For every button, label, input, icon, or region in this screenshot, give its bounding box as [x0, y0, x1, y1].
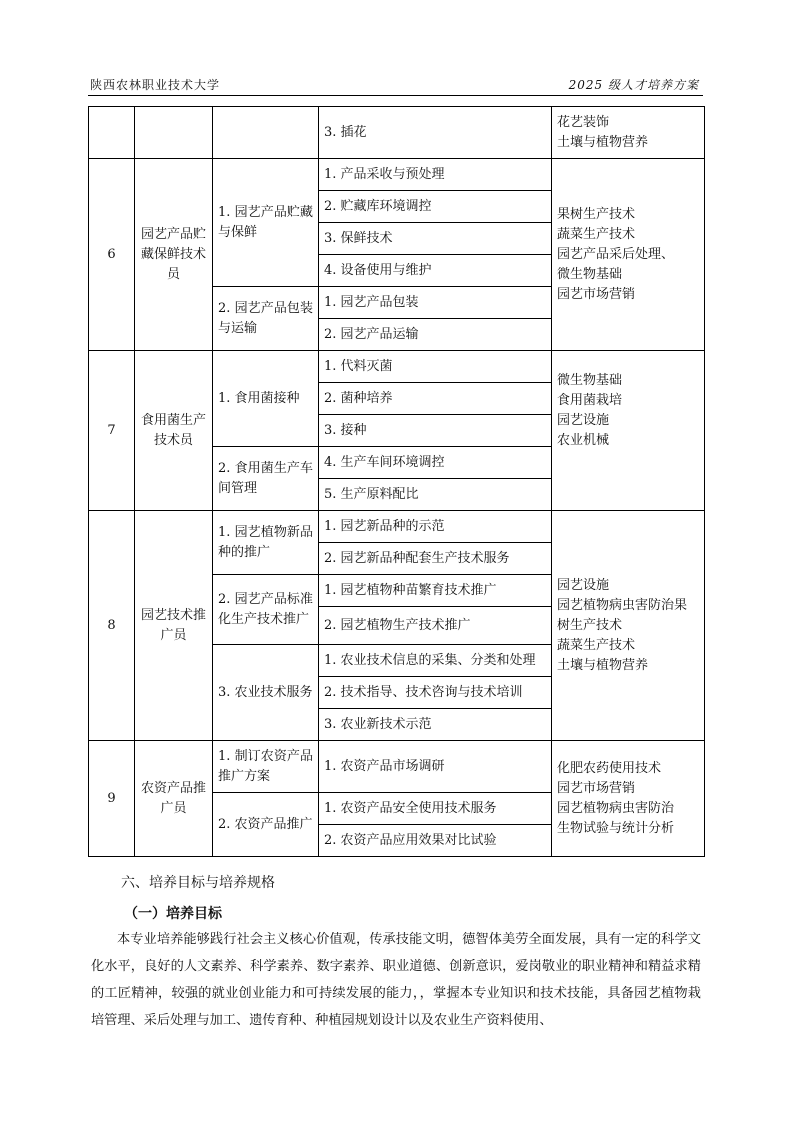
school-name: 陕西农林职业技术大学: [90, 78, 221, 92]
work-item: 1. 农资产品市场调研: [319, 741, 552, 793]
work-item: 5. 生产原料配比: [319, 479, 552, 511]
course-cell: [552, 351, 705, 511]
work-item: 3. 插花: [319, 107, 552, 159]
table-row: [89, 351, 705, 383]
table-row: [89, 159, 705, 191]
course-name: 蔬菜生产技术: [557, 226, 636, 242]
row-number: 9: [89, 741, 135, 857]
table-row: [89, 511, 705, 543]
page-header: [88, 72, 703, 96]
job-task: 1. 园艺植物新品种的推广: [213, 511, 319, 575]
job-role: 园艺技术推广员: [135, 511, 213, 741]
work-item: 4. 生产车间环境调控: [319, 447, 552, 479]
document-title: 2025 级人才培养方案: [568, 78, 699, 92]
work-item: 1. 农资产品安全使用技术服务: [319, 793, 552, 825]
job-role: 农资产品推广员: [135, 741, 213, 857]
course-name: 花艺装饰: [557, 114, 610, 130]
table-row: [89, 741, 705, 793]
course-name: 树生产技术: [557, 617, 623, 633]
body-paragraph: 本专业培养能够践行社会主义核心价值观，传承技能文明，德智体美劳全面发展，具有一定的科学文化水平，良好的人文素养、科学素养、数字素养、职业道德、创新意识，爱岗敬业的职业精神和精益求精的工匠精神，较强的就业创业能力和可持续发展的能力，，掌握本专业知识和技术技能，具备园艺植物栽培管理、采后处理与加工、遗传育种、种植园规划设计以及农业生产资料使用、: [91, 932, 701, 1028]
course-cell: [552, 159, 705, 351]
job-task: 2. 园艺产品包装与运输: [213, 287, 319, 351]
course-name: 园艺设施: [557, 577, 610, 593]
work-item: 1. 产品采收与预处理: [319, 159, 552, 191]
row-number: 8: [89, 511, 135, 741]
course-name: 食用菌栽培: [557, 393, 623, 408]
course-name: 蔬菜生产技术: [557, 637, 636, 653]
course-name: 微生物基础: [557, 266, 623, 282]
job-task: 1. 园艺产品贮藏与保鲜: [213, 159, 319, 287]
course-name: 园艺产品采后处理、: [557, 246, 675, 262]
course-cell: [552, 741, 705, 857]
work-item: 1. 园艺植物种苗繁育技术推广: [319, 575, 552, 607]
work-item: 2. 农资产品应用效果对比试验: [319, 825, 552, 857]
work-item: 2. 贮藏库环境调控: [319, 191, 552, 223]
work-item: 1. 农业技术信息的采集、分类和处理: [319, 645, 552, 677]
course-name: 园艺设施: [557, 413, 610, 428]
occupation-table: [88, 106, 705, 857]
work-item: 1. 代料灭菌: [319, 351, 552, 383]
work-item: 3. 农业新技术示范: [319, 709, 552, 741]
job-task: 2. 食用菌生产车间管理: [213, 447, 319, 511]
course-name: 园艺市场营销: [557, 780, 636, 796]
course-cell: [552, 107, 705, 159]
course-name: 园艺市场营销: [557, 286, 636, 302]
work-item: 2. 菌种培养: [319, 383, 552, 415]
course-name: 化肥农药使用技术: [557, 760, 662, 776]
work-item: 2. 园艺产品运输: [319, 319, 552, 351]
subsection-heading: （一）培养目标: [124, 906, 222, 922]
row-number: 7: [89, 351, 135, 511]
table-row: [89, 107, 705, 159]
job-task: 1. 食用菌接种: [213, 351, 319, 447]
job-task: 2. 园艺产品标准化生产技术推广: [213, 575, 319, 645]
work-item: 2. 技术指导、技术咨询与技术培训: [319, 677, 552, 709]
course-name: 微生物基础: [557, 373, 623, 388]
job-role: 园艺产品贮藏保鲜技术员: [135, 159, 213, 351]
course-name: 土壤与植物营养: [557, 657, 649, 673]
work-item: 3. 接种: [319, 415, 552, 447]
work-item: 2. 园艺植物生产技术推广: [319, 607, 552, 645]
job-task: 3. 农业技术服务: [213, 645, 319, 741]
job-role: 食用菌生产技术员: [135, 351, 213, 511]
course-name: 园艺植物病虫害防治果: [557, 597, 688, 613]
role-cell: [135, 107, 213, 159]
course-name: 土壤与植物营养: [557, 134, 649, 150]
job-task: 2. 农资产品推广: [213, 793, 319, 857]
course-cell: [552, 511, 705, 741]
num-cell: [89, 107, 135, 159]
course-name: 农业机械: [557, 433, 610, 448]
course-name: 生物试验与统计分析: [557, 820, 675, 836]
work-item: 4. 设备使用与维护: [319, 255, 552, 287]
task-cell: [213, 107, 319, 159]
work-item: 1. 园艺新品种的示范: [319, 511, 552, 543]
section-heading: 六、培养目标与培养规格: [121, 875, 275, 891]
course-name: 果树生产技术: [557, 206, 636, 222]
work-item: 1. 园艺产品包装: [319, 287, 552, 319]
work-item: 3. 保鲜技术: [319, 223, 552, 255]
job-task: 1. 制订农资产品推广方案: [213, 741, 319, 793]
row-number: 6: [89, 159, 135, 351]
work-item: 2. 园艺新品种配套生产技术服务: [319, 543, 552, 575]
course-name: 园艺植物病虫害防治: [557, 800, 675, 816]
